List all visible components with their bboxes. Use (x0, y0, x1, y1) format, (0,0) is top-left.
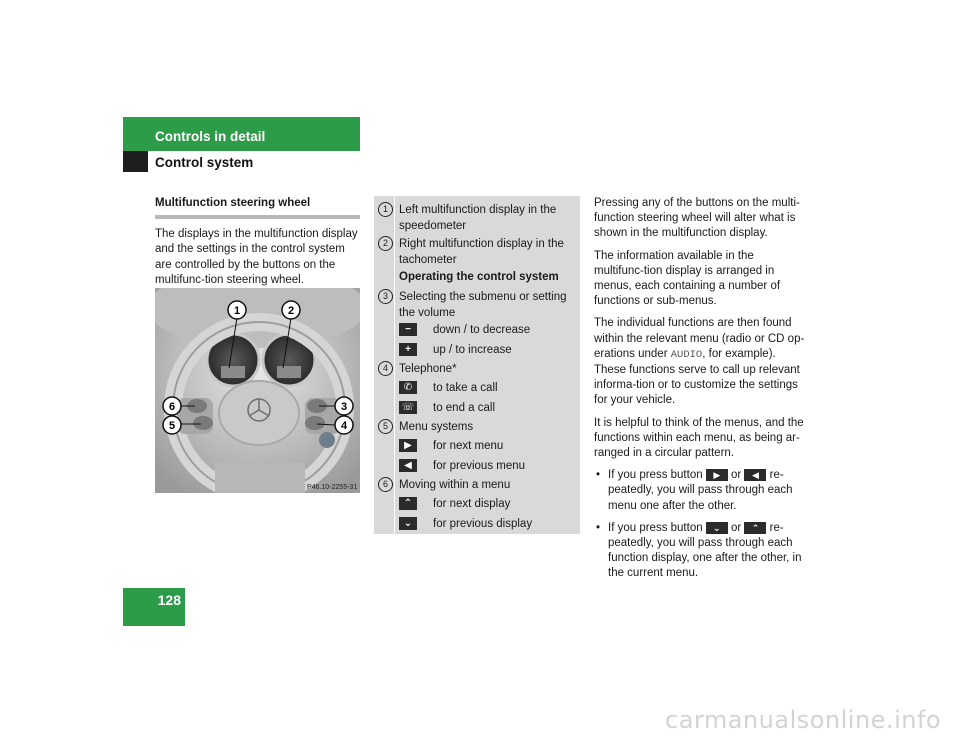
callout-2 (282, 301, 300, 319)
phone-end-icon: ☏ (399, 401, 417, 414)
svg-text:1: 1 (233, 305, 241, 317)
callout-6 (163, 397, 181, 415)
legend-number: 6 (378, 477, 393, 492)
legend-number: 4 (378, 361, 393, 376)
bullet-menu-buttons (594, 468, 806, 514)
left-column (155, 196, 360, 289)
chevron-up-icon: ⌃ (399, 497, 417, 510)
text-run: re-peatedly, you will pass through each function display, one after the other, in the current menu. (608, 521, 802, 580)
paragraph-functions (594, 316, 806, 408)
chevron-up-icon: ⌃ (744, 522, 766, 534)
callout-3 (335, 397, 353, 415)
legend-text: Right multifunction display in the tachometer (399, 238, 564, 266)
legend-text: for previous menu (433, 460, 526, 472)
plus-icon: + (399, 343, 417, 356)
right-column (594, 196, 806, 589)
text-run: or (731, 521, 742, 534)
section-title: Controls in detail (155, 129, 266, 144)
legend-number: 2 (378, 236, 393, 251)
legend-heading: Operating the control system (399, 271, 559, 283)
legend-text: to take a call (433, 382, 498, 394)
text-run: re-peatedly, you will pass through each menu one after the other. (608, 469, 793, 512)
legend-number: 3 (378, 289, 393, 304)
page-number: 128 (157, 592, 181, 608)
subsection-marker (123, 151, 148, 172)
minus-icon: − (399, 323, 417, 336)
previous-menu-icon: ◀ (399, 459, 417, 472)
text-run: If you press button (608, 521, 703, 534)
audio-label: AUDIO (670, 348, 703, 361)
svg-text:6: 6 (168, 401, 176, 413)
text-run: The individual functions are then found within the relevant menu (radio or CD op-erations under (594, 317, 805, 360)
callout-5 (163, 416, 181, 434)
legend-text: for next display (433, 498, 511, 510)
steering-wheel-photo (155, 288, 360, 493)
next-menu-icon: ▶ (399, 439, 417, 452)
previous-menu-icon: ◀ (744, 469, 766, 481)
legend-text: up / to increase (433, 344, 512, 356)
legend-text: down / to decrease (433, 324, 531, 336)
chevron-down-icon: ⌄ (706, 522, 728, 534)
intro-paragraph: The displays in the multifunction display and the settings in the control system are controlled by the buttons on the multifunc-tion steering wheel. (155, 227, 358, 286)
legend-number: 5 (378, 419, 393, 434)
text-run: , for example). These functions serve to call up relevant informa-tion or to customize the settings for your vehicle. (594, 347, 800, 407)
legend-text: Selecting the submenu or setting the volume (399, 291, 567, 319)
callout-4 (335, 416, 353, 434)
text-run: If you press button (608, 469, 703, 482)
legend-text: Left multifunction display in the speedometer (399, 204, 557, 232)
steering-wheel-heading: Multifunction steering wheel (155, 197, 311, 209)
svg-text:2: 2 (287, 305, 295, 317)
svg-text:3: 3 (340, 401, 348, 413)
legend-text: Moving within a menu (399, 479, 511, 491)
photo-code: P46.10-2255-31 (307, 484, 358, 491)
watermark: carmanualsonline.info (665, 706, 942, 734)
legend-text: to end a call (433, 402, 496, 414)
paragraph-buttons: Pressing any of the buttons on the multi-function steering wheel will alter what is shown in the multifunction display. (594, 197, 800, 240)
subsection-title: Control system (155, 155, 254, 170)
legend-divider (394, 196, 395, 534)
next-menu-icon: ▶ (706, 469, 728, 481)
callout-1 (228, 301, 246, 319)
bullet-display-buttons (594, 521, 806, 582)
text-run: or (731, 469, 742, 482)
paragraph-menus: The information available in the multifunc-tion display is arranged in menus, each containing a number of functions or sub-menus. (594, 249, 781, 308)
legend-table (374, 196, 580, 534)
legend-text: for previous display (433, 518, 533, 530)
legend-text: Telephone* (399, 363, 457, 375)
phone-take-icon: ✆ (399, 381, 417, 394)
legend-number: 1 (378, 202, 393, 217)
svg-text:4: 4 (340, 420, 348, 432)
svg-text:5: 5 (168, 420, 176, 432)
legend-text: for next menu (433, 440, 504, 452)
chevron-down-icon: ⌄ (399, 517, 417, 530)
legend-text: Menu systems (399, 421, 474, 433)
heading-rule (155, 215, 360, 219)
paragraph-circular: It is helpful to think of the menus, and the functions within each menu, as being ar-ranged in a circular pattern. (594, 416, 804, 460)
